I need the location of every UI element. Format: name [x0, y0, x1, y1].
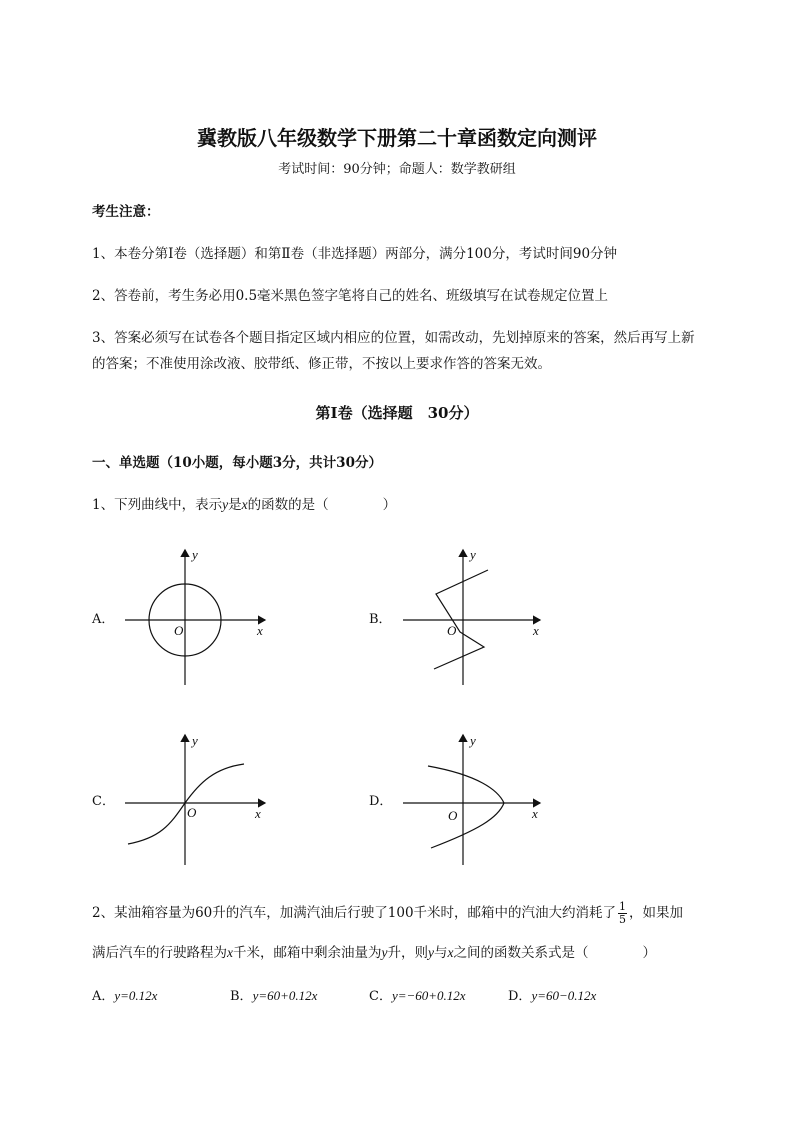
svg-text:y: y — [192, 547, 198, 562]
section-title: 第I卷（选择题 30分） — [315, 404, 479, 422]
graph-a — [120, 545, 280, 690]
q2-option-c[interactable]: C．y=−60+0.12x — [369, 988, 466, 1004]
svg-text:O: O — [448, 808, 458, 823]
option-a-label[interactable]: A． — [92, 612, 115, 627]
svg-text:y: y — [470, 733, 476, 748]
svg-text:x: x — [255, 806, 261, 821]
svg-text:x: x — [257, 623, 263, 638]
notice-item-2: 2、答卷前，考生务必用0.5毫米黑色签字笔将自己的姓名、班级填写在试卷规定位置上 — [92, 288, 609, 304]
parabola-curve — [428, 766, 504, 848]
fraction-one-fifth: $\frac{1}{5}$ — [619, 900, 627, 926]
notice-item-3: 3、答案必须写在试卷各个题目指定区域内相应的位置，如需改动，先划掉原来的答案，然后再写上新 — [92, 330, 695, 346]
graph-b — [398, 545, 548, 690]
q2-option-d[interactable]: D．y=60−0.12x — [508, 988, 597, 1004]
question-2-stem-line1: 2、某油箱容量为60升的汽车，加满汽油后行驶了100千米时，邮箱中的汽油大约消耗了 $\frac{1}{5}$ ，如果加 — [92, 900, 684, 926]
svg-text:y: y — [192, 733, 198, 748]
notice-item-3-cont: 的答案；不准使用涂改液、胶带纸、修正带，不按以上要求作答的答案无效。 — [92, 356, 551, 372]
svg-text:O: O — [447, 623, 457, 638]
notice-heading: 考生注意： — [92, 204, 160, 220]
part-title: 一、单选题（10小题，每小题3分，共计30分） — [92, 455, 382, 471]
question-1-stem: 1、下列曲线中，表示y是x的函数的是（ ） — [92, 497, 397, 513]
exam-subtitle: 考试时间：90分钟；命题人：数学教研组 — [278, 162, 516, 177]
notice-item-1: 1、本卷分第I卷（选择题）和第Ⅱ卷（非选择题）两部分，满分100分，考试时间90分钟 — [92, 246, 618, 262]
svg-text:y: y — [470, 547, 476, 562]
q2-option-a[interactable]: A．y=0.12x — [92, 988, 158, 1004]
exam-title: 冀教版八年级数学下册第二十章函数定向测评 — [197, 126, 597, 150]
question-2-stem-line2: 满后汽车的行驶路程为x千米，邮箱中剩余油量为y升，则y与x之间的函数关系式是（ ） — [92, 945, 656, 961]
graph-c — [120, 730, 280, 870]
option-b-label[interactable]: B． — [369, 612, 392, 627]
svg-text:x: x — [533, 623, 539, 638]
q2-option-b[interactable]: B．y=60+0.12x — [230, 988, 318, 1004]
option-c-label[interactable]: C． — [92, 794, 115, 809]
option-d-label[interactable]: D． — [369, 794, 393, 809]
svg-text:O: O — [187, 805, 197, 820]
s-curve — [128, 764, 244, 844]
graph-d — [398, 730, 548, 870]
svg-text:O: O — [174, 623, 184, 638]
svg-text:x: x — [532, 806, 538, 821]
